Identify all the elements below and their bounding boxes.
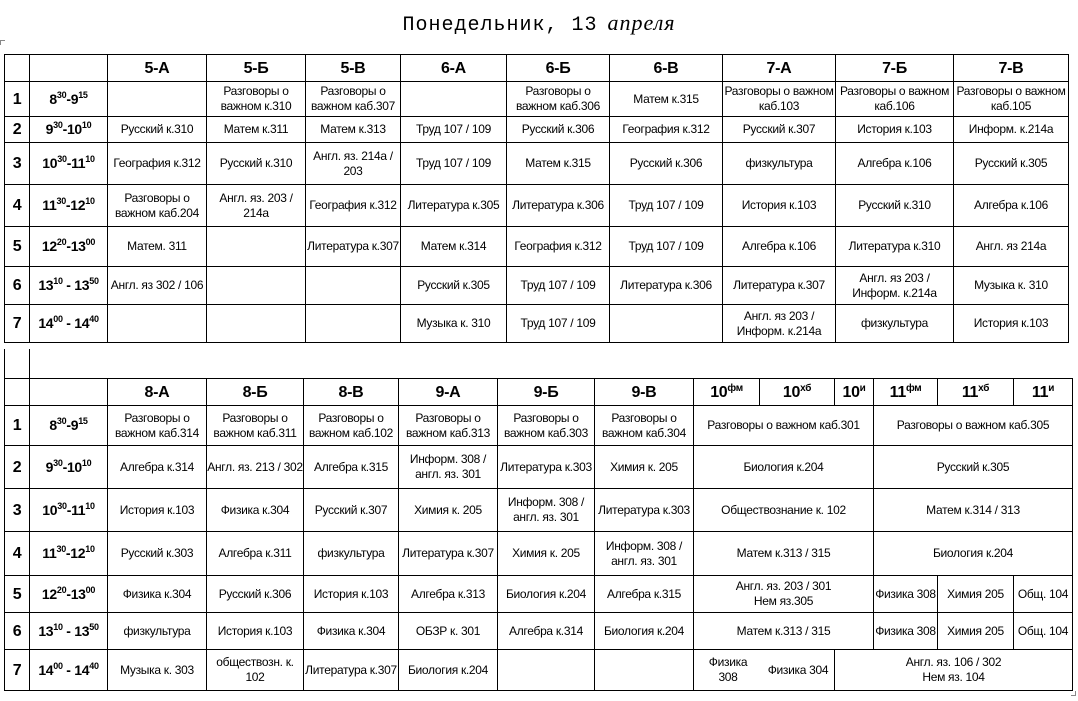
lesson-time: $12^{20}-13^{00}$ xyxy=(30,227,108,267)
lesson-cell: Алгебра к.314 xyxy=(498,613,595,650)
lesson-cell: Литература к.303 xyxy=(595,489,694,532)
lesson-cell: Русский к.307 xyxy=(723,117,836,143)
lesson-time: $9^{30}-10^{10}$ xyxy=(30,117,108,143)
class-header: $11^{фм}$ xyxy=(874,379,938,406)
lesson-cell: География к.312 xyxy=(610,117,723,143)
lesson-number: 1 xyxy=(5,406,30,446)
lesson-number: 3 xyxy=(5,143,30,185)
grade-11hb-lesson: Химия 205 xyxy=(938,613,1014,650)
grade-11-lesson: Разговоры о важном каб.305 xyxy=(874,406,1073,446)
lesson-cell: Русский к.306 xyxy=(610,143,723,185)
lesson-cell: Русский к.305 xyxy=(954,143,1069,185)
lesson-number: 6 xyxy=(5,613,30,650)
header-time xyxy=(30,55,108,82)
lesson-row xyxy=(5,305,1069,343)
lesson-time: $11^{30}-12^{10}$ xyxy=(30,185,108,227)
lesson-cell: Разговоры о важном каб.102 xyxy=(304,406,399,446)
class-header: 7-В xyxy=(954,55,1069,82)
lesson-cell xyxy=(498,650,595,691)
class-header: $11^и$ xyxy=(1014,379,1073,406)
lesson-cell: Матем к.315 xyxy=(507,143,610,185)
lesson-cell: Разговоры о важном каб.105 xyxy=(954,82,1069,117)
lesson-row xyxy=(5,406,1073,446)
lesson-cell: Биология к.204 xyxy=(498,576,595,613)
grade-10-lesson xyxy=(694,650,835,691)
lesson-cell: физкультура xyxy=(304,532,399,576)
grade-10-lesson: Биология к.204 xyxy=(694,446,874,489)
grade-11fm-lesson: Физика 308 xyxy=(874,613,938,650)
lesson-cell: История к.103 xyxy=(304,576,399,613)
lesson-cell: Разговоры о важном каб.106 xyxy=(836,82,954,117)
lesson-cell: История к.103 xyxy=(836,117,954,143)
lesson-cell: Англ. яз 203 / Информ. к.214а xyxy=(836,267,954,305)
class-header: $10^и$ xyxy=(835,379,874,406)
lesson-cell: Разговоры о важном к.310 xyxy=(207,82,306,117)
lesson-number: 7 xyxy=(5,650,30,691)
lesson-cell: Труд 107 / 109 xyxy=(507,305,610,343)
lesson-cell: История к.103 xyxy=(108,489,207,532)
lesson-time: $11^{30}-12^{10}$ xyxy=(30,532,108,576)
lesson-cell: Разговоры о важном каб.311 xyxy=(207,406,304,446)
lesson-cell: Музыка к. 303 xyxy=(108,650,207,691)
header-corner xyxy=(5,379,30,406)
lesson-cell: Литература к.307 xyxy=(723,267,836,305)
grade-10hb-lesson: Физика 304 xyxy=(767,662,829,677)
lesson-cell xyxy=(610,305,723,343)
lesson-cell: География к.312 xyxy=(306,185,401,227)
lesson-cell: Информ. 308 / англ. яз. 301 xyxy=(498,489,595,532)
lesson-cell: Разговоры о важном каб.204 xyxy=(108,185,207,227)
class-header: 5-В xyxy=(306,55,401,82)
lesson-row xyxy=(5,82,1069,117)
lesson-cell: Химия к. 205 xyxy=(399,489,498,532)
lesson-cell: Физика к.304 xyxy=(207,489,304,532)
lesson-row xyxy=(5,532,1073,576)
header-row xyxy=(5,55,1069,82)
grade-10-lesson: Матем к.313 / 315 xyxy=(694,613,874,650)
lesson-cell: Литература к.306 xyxy=(610,267,723,305)
page-corner-marker xyxy=(0,40,5,45)
title-day: Понедельник, 13 xyxy=(402,14,598,37)
lesson-time: $14^{00} - 14^{40}$ xyxy=(30,650,108,691)
lesson-row xyxy=(5,117,1069,143)
grade-11hb-lesson: Химия 205 xyxy=(938,576,1014,613)
lesson-cell: Разговоры о важном каб.313 xyxy=(399,406,498,446)
lesson-cell: История к.103 xyxy=(207,613,304,650)
lesson-cell: Русский к.310 xyxy=(836,185,954,227)
title-month: апреля xyxy=(607,10,676,35)
lesson-row xyxy=(5,227,1069,267)
grade-10-lesson: Обществознание к. 102 xyxy=(694,489,874,532)
lesson-number: 2 xyxy=(5,446,30,489)
page-corner-marker xyxy=(1071,691,1076,696)
lesson-cell: Литература к.307 xyxy=(306,227,401,267)
class-header: 9-А xyxy=(399,379,498,406)
lesson-cell: физкультура xyxy=(723,143,836,185)
lesson-number: 4 xyxy=(5,185,30,227)
class-header: 6-А xyxy=(401,55,507,82)
lesson-cell: Биология к.204 xyxy=(399,650,498,691)
lesson-cell: обществозн. к. 102 xyxy=(207,650,304,691)
grade-10-lesson: Разговоры о важном каб.301 xyxy=(694,406,874,446)
lesson-time: $10^{30}-11^{10}$ xyxy=(30,489,108,532)
class-header: 8-Б xyxy=(207,379,304,406)
lesson-time: $13^{10} - 13^{50}$ xyxy=(30,613,108,650)
lesson-cell: Русский к.310 xyxy=(207,143,306,185)
lesson-cell: Информ. 308 / англ. яз. 301 xyxy=(399,446,498,489)
lesson-cell: Разговоры о важном каб.306 xyxy=(507,82,610,117)
lesson-time: $10^{30}-11^{10}$ xyxy=(30,143,108,185)
grade-11-lesson: Англ. яз. 106 / 302 Нем яз. 104 xyxy=(835,650,1073,691)
lesson-row xyxy=(5,267,1069,305)
lesson-cell: Литература к.307 xyxy=(399,532,498,576)
lesson-cell: Матем к.315 xyxy=(610,82,723,117)
class-header: 5-А xyxy=(108,55,207,82)
header-row xyxy=(5,379,1073,406)
lesson-cell: Химия к. 205 xyxy=(498,532,595,576)
lesson-time: $14^{00} - 14^{40}$ xyxy=(30,305,108,343)
grade-10-lesson: Матем к.313 / 315 xyxy=(694,532,874,576)
lesson-number: 1 xyxy=(5,82,30,117)
lesson-cell: Алгебра к.311 xyxy=(207,532,304,576)
class-header: 7-А xyxy=(723,55,836,82)
lesson-cell: Музыка к. 310 xyxy=(954,267,1069,305)
lesson-row xyxy=(5,489,1073,532)
class-header: 8-В xyxy=(304,379,399,406)
class-header: 9-В xyxy=(595,379,694,406)
lesson-number: 5 xyxy=(5,576,30,613)
lesson-cell: Англ. яз. 213 / 302 xyxy=(207,446,304,489)
lesson-cell: Матем к.311 xyxy=(207,117,306,143)
grade-11i-lesson: Общ. 104 xyxy=(1014,613,1073,650)
lesson-cell: Литература к.306 xyxy=(507,185,610,227)
table-separator xyxy=(4,349,5,378)
lesson-cell: Физика к.304 xyxy=(108,576,207,613)
class-header: 9-Б xyxy=(498,379,595,406)
lesson-time: $13^{10} - 13^{50}$ xyxy=(30,267,108,305)
lesson-cell: Русский к.307 xyxy=(304,489,399,532)
lesson-cell: Разговоры о важном каб.103 xyxy=(723,82,836,117)
lesson-number: 7 xyxy=(5,305,30,343)
lesson-cell: физкультура xyxy=(836,305,954,343)
lesson-cell: Алгебра к.106 xyxy=(954,185,1069,227)
lesson-cell: Русский к.306 xyxy=(207,576,304,613)
lesson-cell: Труд 107 / 109 xyxy=(610,227,723,267)
grade-11-lesson: Матем к.314 / 313 xyxy=(874,489,1073,532)
lesson-cell: Разговоры о важном каб.304 xyxy=(595,406,694,446)
class-header: $10^{хб}$ xyxy=(760,379,835,406)
lesson-cell: История к.103 xyxy=(954,305,1069,343)
lesson-cell: Труд 107 / 109 xyxy=(507,267,610,305)
lesson-cell: Литература к.305 xyxy=(401,185,507,227)
lesson-cell: Алгебра к.106 xyxy=(723,227,836,267)
lesson-time: $8^{30}-9^{15}$ xyxy=(30,82,108,117)
lesson-cell: Алгебра к.315 xyxy=(304,446,399,489)
lesson-time: $9^{30}-10^{10}$ xyxy=(30,446,108,489)
lesson-cell: Русский к.306 xyxy=(507,117,610,143)
lesson-cell: География к.312 xyxy=(108,143,207,185)
class-header: $10^{фм}$ xyxy=(694,379,760,406)
lesson-cell: ОБЗР к. 301 xyxy=(399,613,498,650)
lesson-cell: Матем к.313 xyxy=(306,117,401,143)
lesson-cell: Англ. яз. 203 / 214а xyxy=(207,185,306,227)
lesson-row xyxy=(5,143,1069,185)
lesson-cell: Русский к.305 xyxy=(401,267,507,305)
lesson-row xyxy=(5,650,1073,691)
lesson-number: 3 xyxy=(5,489,30,532)
lesson-cell xyxy=(401,82,507,117)
lesson-time: $12^{20}-13^{00}$ xyxy=(30,576,108,613)
lesson-cell xyxy=(306,305,401,343)
class-header: 6-Б xyxy=(507,55,610,82)
schedule-table-grades-8-11 xyxy=(4,378,1073,691)
lesson-cell: Русский к.303 xyxy=(108,532,207,576)
lesson-number: 4 xyxy=(5,532,30,576)
lesson-cell: Матем к.314 xyxy=(401,227,507,267)
lesson-cell: Алгебра к.106 xyxy=(836,143,954,185)
grade-11-lesson: Биология к.204 xyxy=(874,532,1073,576)
lesson-cell: География к.312 xyxy=(507,227,610,267)
class-header: $11^{хб}$ xyxy=(938,379,1014,406)
lesson-cell: Труд 107 / 109 xyxy=(401,117,507,143)
header-time xyxy=(30,379,108,406)
lesson-number: 5 xyxy=(5,227,30,267)
class-header: 8-А xyxy=(108,379,207,406)
lesson-cell: Труд 107 / 109 xyxy=(401,143,507,185)
lesson-cell: Англ. яз 214а xyxy=(954,227,1069,267)
table-separator xyxy=(29,349,30,378)
lesson-cell xyxy=(595,650,694,691)
lesson-cell: Русский к.310 xyxy=(108,117,207,143)
lesson-cell: Информ. к.214а xyxy=(954,117,1069,143)
lesson-cell: История к.103 xyxy=(723,185,836,227)
lesson-cell: Разговоры о важном каб.314 xyxy=(108,406,207,446)
lesson-cell xyxy=(207,227,306,267)
header-corner xyxy=(5,55,30,82)
lesson-time: $8^{30}-9^{15}$ xyxy=(30,406,108,446)
lesson-cell: Литература к.310 xyxy=(836,227,954,267)
grade-10-lesson: Англ. яз. 203 / 301 Нем яз.305 xyxy=(694,576,874,613)
lesson-cell: Алгебра к.315 xyxy=(595,576,694,613)
lesson-cell: Физика к.304 xyxy=(304,613,399,650)
lesson-number: 2 xyxy=(5,117,30,143)
grade-11fm-lesson: Физика 308 xyxy=(874,576,938,613)
lesson-cell: Труд 107 / 109 xyxy=(610,185,723,227)
lesson-cell: Матем. 311 xyxy=(108,227,207,267)
lesson-row xyxy=(5,576,1073,613)
page-title xyxy=(0,10,1078,37)
lesson-cell: Англ. яз 302 / 106 xyxy=(108,267,207,305)
lesson-cell: Литература к.307 xyxy=(304,650,399,691)
lesson-cell: Алгебра к.313 xyxy=(399,576,498,613)
lesson-cell: физкультура xyxy=(108,613,207,650)
lesson-cell xyxy=(306,267,401,305)
lesson-cell: Разговоры о важном каб.307 xyxy=(306,82,401,117)
grade-11-lesson: Русский к.305 xyxy=(874,446,1073,489)
lesson-cell: Биология к.204 xyxy=(595,613,694,650)
class-header: 5-Б xyxy=(207,55,306,82)
lesson-number: 6 xyxy=(5,267,30,305)
lesson-cell: Англ. яз 203 / Информ. к.214а xyxy=(723,305,836,343)
schedule-table-grades-5-7 xyxy=(4,54,1069,343)
lesson-cell: Информ. 308 / англ. яз. 301 xyxy=(595,532,694,576)
lesson-cell xyxy=(207,267,306,305)
lesson-cell: Химия к. 205 xyxy=(595,446,694,489)
lesson-row xyxy=(5,446,1073,489)
lesson-cell xyxy=(108,82,207,117)
grade-11i-lesson: Общ. 104 xyxy=(1014,576,1073,613)
lesson-row xyxy=(5,185,1069,227)
lesson-cell: Разговоры о важном каб.303 xyxy=(498,406,595,446)
lesson-cell: Алгебра к.314 xyxy=(108,446,207,489)
grade-10fm-lesson: Физика 308 xyxy=(708,655,748,684)
class-header: 6-В xyxy=(610,55,723,82)
lesson-row xyxy=(5,613,1073,650)
lesson-cell: Музыка к. 310 xyxy=(401,305,507,343)
lesson-cell xyxy=(108,305,207,343)
class-header: 7-Б xyxy=(836,55,954,82)
lesson-cell xyxy=(207,305,306,343)
lesson-cell: Англ. яз. 214а / 203 xyxy=(306,143,401,185)
lesson-cell: Литература к.303 xyxy=(498,446,595,489)
